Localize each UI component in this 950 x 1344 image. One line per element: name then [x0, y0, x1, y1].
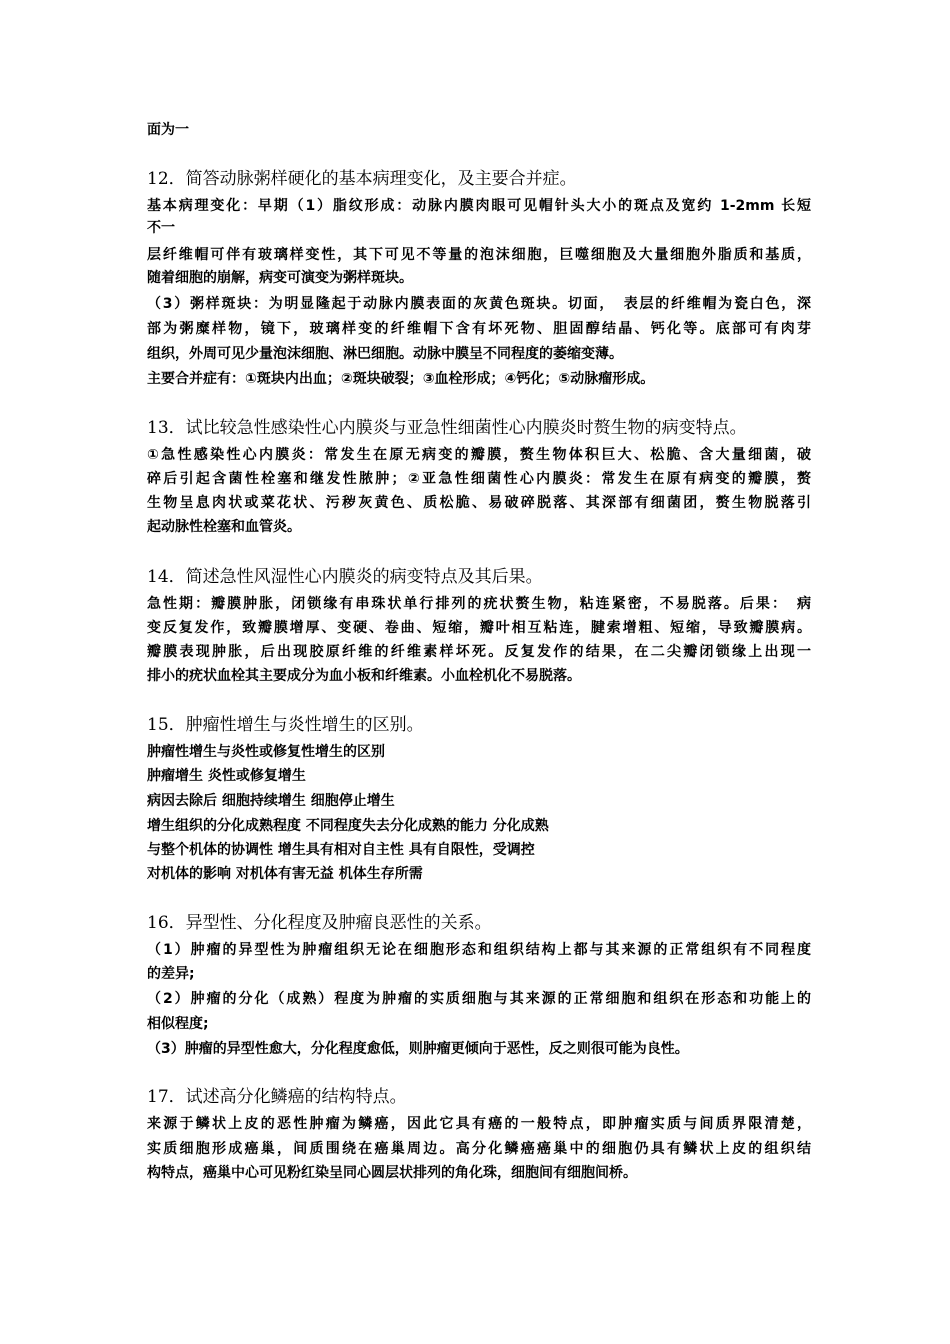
question-12-heading: 12．简答动脉粥样硬化的基本病理变化，及主要合并症。 — [147, 169, 577, 189]
text-line: 对机体的影响 对机体有害无益 机体生存所需 — [147, 866, 423, 882]
text-line: 与整个机体的协调性 增生具有相对自主性 具有自限性，受调控 — [147, 842, 535, 858]
text-line: 起动脉性栓塞和血管炎。 — [147, 519, 301, 535]
text-line: 部为粥糜样物，镜下，玻璃样变的纤维帽下含有坏死物、胆固醇结晶、钙化等。底部可有肉芽 — [147, 321, 811, 337]
text-line: 基本病理变化：早期（1）脂纹形成：动脉内膜肉眼可见帽针头大小的斑点及宽约 1-2mm 长短 — [147, 198, 811, 214]
text-line: 组织，外周可见少量泡沫细胞、淋巴细胞。动脉中膜呈不同程度的萎缩变薄。 — [147, 346, 623, 362]
text-line: 肿瘤增生 炎性或修复增生 — [147, 768, 306, 784]
question-14-heading: 14．简述急性风湿性心内膜炎的病变特点及其后果。 — [147, 567, 543, 587]
text-line: 实质细胞形成癌巢，间质围绕在癌巢周边。高分化鳞癌癌巢中的细胞仍具有鳞状上皮的组织结 — [147, 1141, 811, 1157]
text-line: 不一 — [147, 220, 175, 236]
text-line: 变反复发作，致瓣膜增厚、变硬、卷曲、短缩，瓣叶相互粘连，腱索增粗、短缩，导致瓣膜病。 — [147, 620, 811, 636]
text-line: ①急性感染性心内膜炎：常发生在原无病变的瓣膜，赘生物体积巨大、松脆、含大量细菌，破 — [147, 447, 811, 463]
text-line: 生物呈息肉状或菜花状、污秽灰黄色、质松脆、易破碎脱落、其深部有细菌团，赘生物脱落引 — [147, 495, 811, 511]
text-line: 碎后引起含菌性栓塞和继发性脓肿；②亚急性细菌性心内膜炎：常发生在原有病变的瓣膜，赘 — [147, 471, 811, 487]
text-line: 相似程度; — [147, 1016, 209, 1032]
text-line: （1）肿瘤的异型性为肿瘤组织无论在细胞形态和组织结构上都与其来源的正常组织有不同程度 — [147, 942, 811, 958]
text-line: 瓣膜表现肿胀，后出现胶原纤维的纤维素样坏死。反复发作的结果，在二尖瓣闭锁缘上出现一 — [147, 644, 811, 660]
text-line: 病因去除后 细胞持续增生 细胞停止增生 — [147, 793, 395, 809]
text-line: 增生组织的分化成熟程度 不同程度失去分化成熟的能力 分化成熟 — [147, 818, 549, 834]
text-line: （3）粥样斑块：为明显隆起于动脉内膜表面的灰黄色斑块。切面， 表层的纤维帽为瓷白色，深 — [147, 296, 811, 312]
text-line: 层纤维帽可伴有玻璃样变性，其下可见不等量的泡沫细胞，巨噬细胞及大量细胞外脂质和基质， — [147, 247, 811, 263]
text-line: 随着细胞的崩解，病变可演变为粥样斑块。 — [147, 270, 413, 286]
text-line: 主要合并症有：①斑块内出血；②斑块破裂；③血栓形成；④钙化；⑤动脉瘤形成。 — [147, 371, 655, 387]
text-line: 来源于鳞状上皮的恶性肿瘤为鳞癌，因此它具有癌的一般特点，即肿瘤实质与间质界限清楚， — [147, 1116, 811, 1132]
text-line: 排小的疣状血栓其主要成分为血小板和纤维素。小血栓机化不易脱落。 — [147, 668, 581, 684]
question-15-heading: 15．肿瘤性增生与炎性增生的区别。 — [147, 715, 424, 735]
text-line: 构特点，癌巢中心可见粉红染呈同心圆层状排列的角化珠，细胞间有细胞间桥。 — [147, 1165, 637, 1181]
text-line: 肿瘤性增生与炎性或修复性增生的区别 — [147, 744, 385, 760]
text-line: 的差异; — [147, 966, 195, 982]
text-line: 面为一 — [147, 122, 189, 138]
text-line: （2）肿瘤的分化（成熟）程度为肿瘤的实质细胞与其来源的正常细胞和组织在形态和功能上的 — [147, 991, 811, 1007]
question-17-heading: 17．试述高分化鳞癌的结构特点。 — [147, 1087, 407, 1107]
question-16-heading: 16．异型性、分化程度及肿瘤良恶性的关系。 — [147, 913, 492, 933]
text-line: （3）肿瘤的异型性愈大，分化程度愈低，则肿瘤更倾向于恶性，反之则很可能为良性。 — [147, 1041, 689, 1057]
question-13-heading: 13．试比较急性感染性心内膜炎与亚急性细菌性心内膜炎时赘生物的病变特点。 — [147, 418, 747, 438]
text-line: 急性期：瓣膜肿胀，闭锁缘有串珠状单行排列的疣状赘生物，粘连紧密，不易脱落。后果： 病 — [147, 596, 811, 612]
